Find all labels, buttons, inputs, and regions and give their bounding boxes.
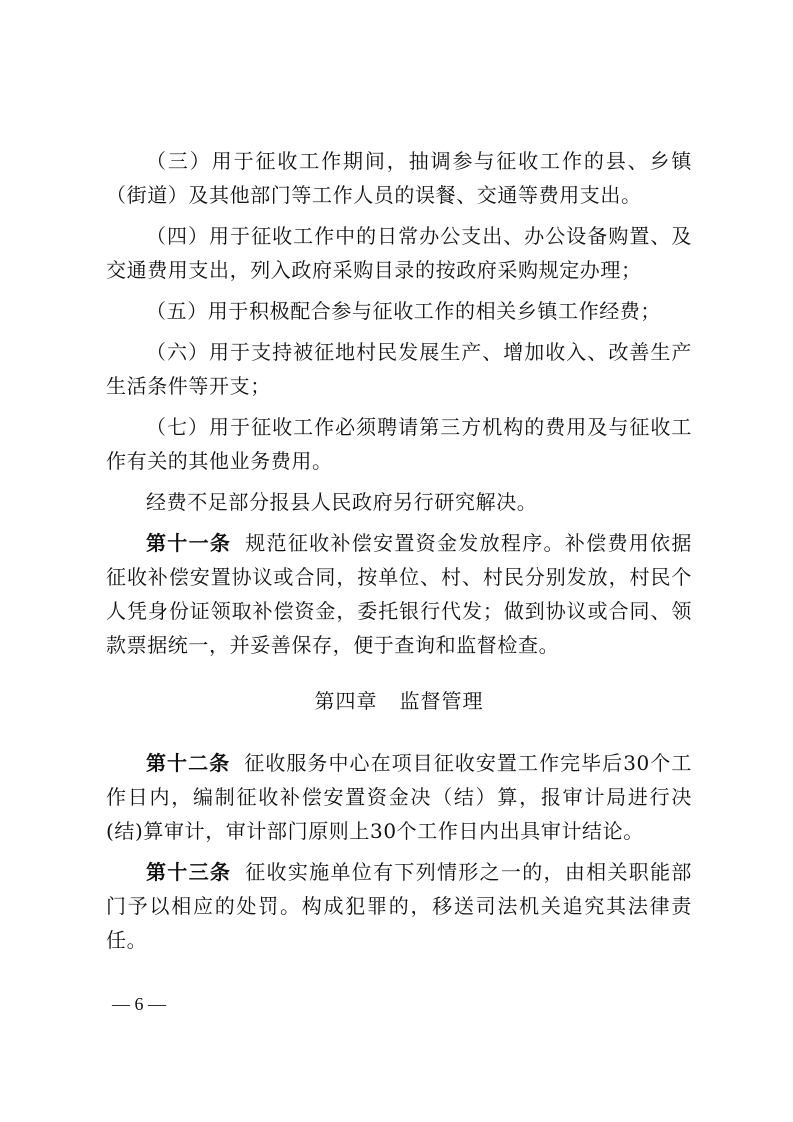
- article-12-text: 征收服务中心在项目征收安置工作完毕后30个工作日内，编制征收补偿安置资金决（结）算，报审计局进行决(结)算审计，审计部门原则上30个工作日内出具审计结论。: [106, 751, 692, 843]
- chapter-heading: [106, 684, 692, 718]
- document-body: [106, 144, 692, 964]
- clause-paragraph-3: （三）用于征收工作期间，抽调参与征收工作的县、乡镇（街道）及其他部门等工作人员的误餐、交通等费用支出。: [106, 149, 692, 207]
- article-13-number: 第十三条: [146, 860, 232, 884]
- funding-shortfall-paragraph: 经费不足部分报县人民政府另行研究解决。: [146, 490, 538, 514]
- clause-paragraph-5: （五）用于积极配合参与征收工作的相关乡镇工作经费；: [146, 299, 661, 323]
- clause-paragraph-4: （四）用于征收工作中的日常办公支出、办公设备购置、及交通费用支出，列入政府采购目录的按政府采购规定办理；: [106, 224, 692, 282]
- article-13: [106, 855, 692, 957]
- clause-paragraph-7: （七）用于征收工作必须聘请第三方机构的费用及与征收工作有关的其他业务费用。: [106, 415, 692, 473]
- clause-paragraph-6: （六）用于支持被征地村民发展生产、增加收入、改善生产生活条件等开支；: [106, 340, 692, 398]
- article-11-number: 第十一条: [146, 531, 232, 555]
- chapter-number: 第四章: [314, 689, 378, 713]
- article-11-text: 规范征收补偿安置资金发放程序。补偿费用依据征收补偿安置协议或合同，按单位、村、村民分别发放，村民个人凭身份证领取补偿资金，委托银行代发；做到协议或合同、领款票据统一，并妥善保存，便于查询和监督检查。: [106, 531, 692, 657]
- article-13-text: 征收实施单位有下列情形之一的，由相关职能部门予以相应的处罚。构成犯罪的，移送司法机关追究其法律责任。: [106, 860, 692, 952]
- article-12: [106, 746, 692, 848]
- article-11: [106, 526, 692, 662]
- page-number: — 6 —: [112, 994, 166, 1014]
- article-12-number: 第十二条: [146, 751, 231, 775]
- chapter-title: 监督管理: [399, 689, 484, 713]
